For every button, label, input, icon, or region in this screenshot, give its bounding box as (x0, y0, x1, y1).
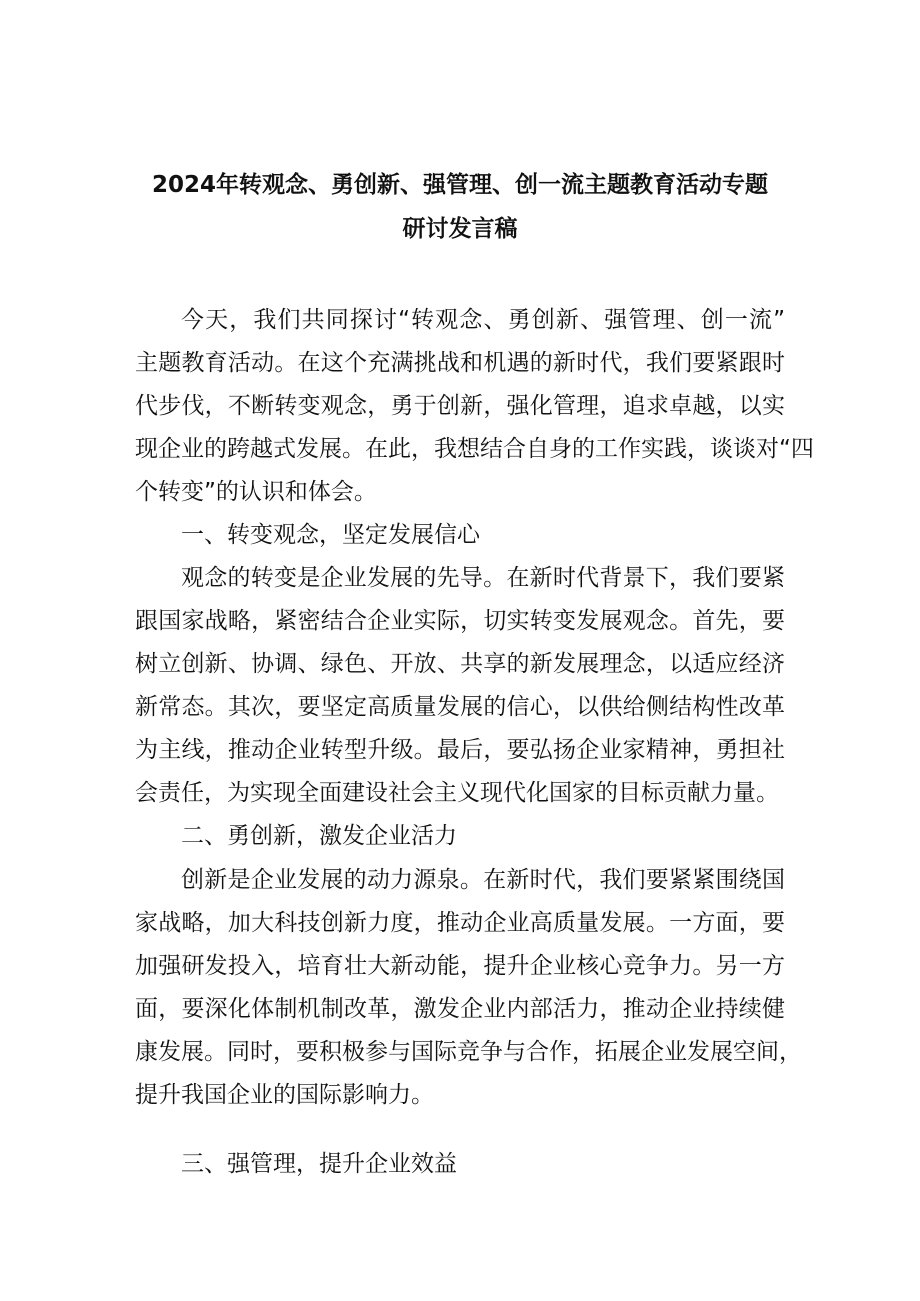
intro-line: 个转变”的认识和体会。 (135, 479, 377, 505)
section2-line: 创新是企业发展的动力源泉。在新时代，我们要紧紧围绕国 (181, 867, 785, 893)
section1-line: 跟国家战略，紧密结合企业实际，切实转变发展观念。首先，要 (135, 608, 785, 634)
intro-line: 代步伐，不断转变观念，勇于创新，强化管理，追求卓越，以实 (135, 393, 785, 419)
section-heading-2: 二、勇创新，激发企业活力 (181, 823, 457, 849)
section-heading-3: 三、强管理，提升企业效益 (181, 1151, 457, 1177)
section2-line: 面，要深化体制机制改革，激发企业内部活力，推动企业持续健 (135, 996, 785, 1022)
document-title-line-1: 2024年转观念、勇创新、强管理、创一流主题教育活动专题 (151, 172, 768, 198)
section1-line: 会责任，为实现全面建设社会主义现代化国家的目标贡献力量。 (135, 780, 779, 806)
section2-line: 康发展。同时，要积极参与国际竞争与合作，拓展企业发展空间， (135, 1039, 802, 1065)
section1-line: 新常态。其次，要坚定高质量发展的信心，以供给侧结构性改革 (135, 694, 785, 720)
section2-line: 家战略，加大科技创新力度，推动企业高质量发展。一方面，要 (135, 910, 785, 936)
intro-line: 今天，我们共同探讨“转观念、勇创新、强管理、创一流” (181, 307, 785, 333)
section1-line: 观念的转变是企业发展的先导。在新时代背景下，我们要紧 (181, 565, 785, 591)
intro-line: 主题教育活动。在这个充满挑战和机遇的新时代，我们要紧跟时 (135, 350, 785, 376)
document-title-line-2: 研讨发言稿 (402, 216, 518, 242)
section2-line: 提升我国企业的国际影响力。 (135, 1082, 434, 1108)
section2-line: 加强研发投入，培育壮大新动能，提升企业核心竞争力。另一方 (135, 953, 785, 979)
section1-line: 为主线，推动企业转型升级。最后，要弘扬企业家精神，勇担社 (135, 737, 785, 763)
section1-line: 树立创新、协调、绿色、开放、共享的新发展理念，以适应经济 (135, 651, 785, 677)
section-heading-1: 一、转变观念，坚定发展信心 (181, 522, 480, 548)
intro-line: 现企业的跨越式发展。在此，我想结合自身的工作实践，谈谈对“四 (135, 436, 814, 462)
